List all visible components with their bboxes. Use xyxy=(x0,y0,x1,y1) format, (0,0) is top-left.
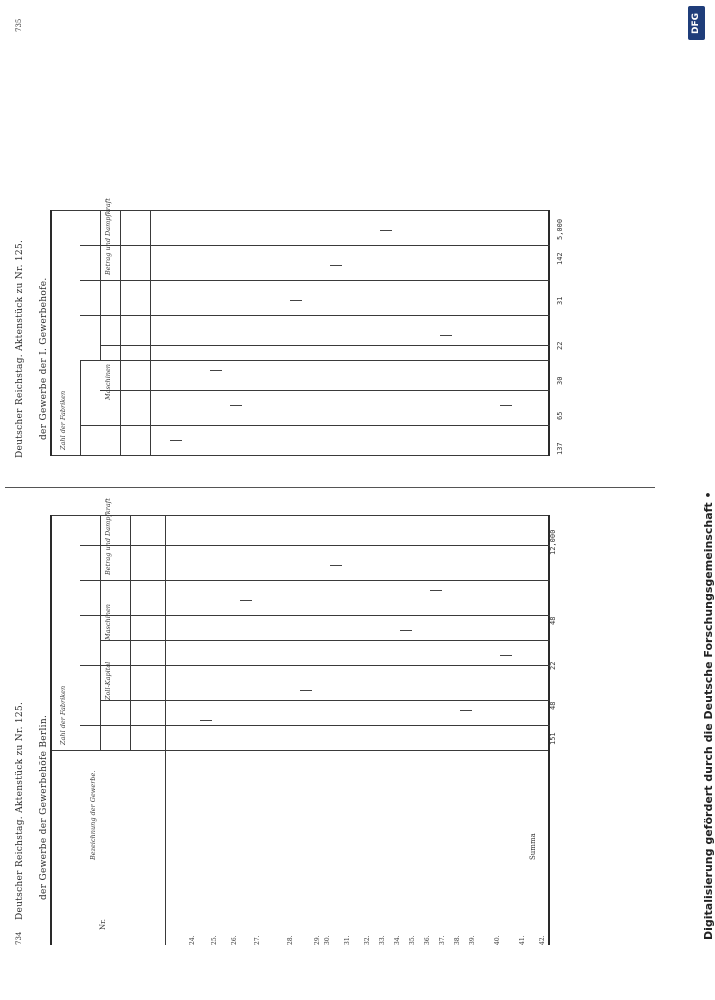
left-col-divider xyxy=(100,515,101,750)
left-total: 151 xyxy=(549,732,557,745)
row-number: 42. xyxy=(539,935,546,945)
row-number: 35. xyxy=(409,935,416,945)
left-table-left-border xyxy=(50,515,52,945)
right-table-right-border xyxy=(548,210,550,456)
left-col-nr: Nr. xyxy=(99,919,107,930)
empty-cell-mark xyxy=(330,565,342,566)
right-col-betrag: Betrag und Dampfkraft xyxy=(104,198,112,275)
empty-cell-mark xyxy=(430,590,442,591)
right-total: 137 xyxy=(556,442,564,455)
row-number: 33. xyxy=(379,935,386,945)
row-number: 25. xyxy=(211,935,218,945)
left-col-rule xyxy=(80,615,550,616)
right-total: 31 xyxy=(556,296,564,305)
right-col-divider xyxy=(80,360,81,455)
left-total: 22 xyxy=(549,661,557,670)
left-col-zahl: Zahl der Fabriken xyxy=(59,685,67,745)
empty-cell-mark xyxy=(440,335,452,336)
left-col-divider xyxy=(130,515,131,750)
funding-notice: Digitalisierung gefördert durch die Deutsche Forschungsgemeinschaft • xyxy=(702,491,715,940)
left-section-title: der Gewerbe der Gewerbehöfe Berlin. xyxy=(39,714,49,900)
row-number: 24. xyxy=(189,935,196,945)
right-col-rule xyxy=(100,390,550,391)
right-table-bottom-rule xyxy=(50,455,550,456)
left-total: 48 xyxy=(549,616,557,625)
row-number: 37. xyxy=(439,935,446,945)
left-col-zoll-kapital: Zoll-Kapital xyxy=(104,661,112,700)
empty-cell-mark xyxy=(210,370,222,371)
right-total: 65 xyxy=(556,411,564,420)
empty-cell-mark xyxy=(380,230,392,231)
row-number: 40. xyxy=(494,935,501,945)
empty-cell-mark xyxy=(300,690,312,691)
left-col-rule xyxy=(80,545,550,546)
row-number: 34. xyxy=(394,935,401,945)
left-page-number: 734 xyxy=(15,931,23,945)
left-col-maschinen: Maschinen xyxy=(104,604,112,640)
row-number: 27. xyxy=(254,935,261,945)
right-col-rule xyxy=(80,245,550,246)
empty-cell-mark xyxy=(460,710,472,711)
right-table-left-border xyxy=(50,210,52,456)
right-table-top-rule xyxy=(50,210,550,211)
left-table-top-rule xyxy=(50,515,550,516)
row-number: 41. xyxy=(519,935,526,945)
left-col-rule xyxy=(80,725,550,726)
right-col-divider xyxy=(120,210,121,455)
empty-cell-mark xyxy=(290,300,302,301)
left-table-mid-rule xyxy=(50,750,550,751)
row-number: 29. xyxy=(314,935,321,945)
right-total: 30 xyxy=(556,376,564,385)
right-col-rule xyxy=(80,425,550,426)
empty-cell-mark xyxy=(500,405,512,406)
row-number: 39. xyxy=(469,935,476,945)
left-col-rule xyxy=(80,580,550,581)
empty-cell-mark xyxy=(170,440,182,441)
left-summary-label: Summa xyxy=(529,833,537,860)
right-total: 142 xyxy=(556,252,564,265)
dfg-logo: DFG xyxy=(688,6,705,40)
row-number: 32. xyxy=(364,935,371,945)
left-col-rule xyxy=(80,665,550,666)
row-number: 30. xyxy=(324,935,331,945)
left-col-rule xyxy=(100,640,550,641)
empty-cell-mark xyxy=(500,655,512,656)
right-col-rule xyxy=(80,360,550,361)
page-fold xyxy=(5,487,655,488)
right-col-maschinen: Maschinen xyxy=(104,364,112,400)
left-total: 48 xyxy=(549,701,557,710)
row-number: 38. xyxy=(454,935,461,945)
empty-cell-mark xyxy=(400,630,412,631)
right-total: 22 xyxy=(556,341,564,350)
right-total: 5,000 xyxy=(556,218,564,240)
empty-cell-mark xyxy=(230,405,242,406)
right-col-rule xyxy=(80,315,550,316)
right-header-divider xyxy=(150,210,151,456)
empty-cell-mark xyxy=(330,265,342,266)
left-col-rule xyxy=(100,700,550,701)
right-col-divider xyxy=(100,210,101,360)
right-col-rule xyxy=(80,280,550,281)
empty-cell-mark xyxy=(200,720,212,721)
right-col-rule xyxy=(100,345,550,346)
row-number: 26. xyxy=(231,935,238,945)
row-number: 31. xyxy=(344,935,351,945)
row-number: 28. xyxy=(287,935,294,945)
empty-cell-mark xyxy=(240,600,252,601)
left-col-bezeichnung: Bezeichnung der Gewerbe. xyxy=(89,770,97,860)
row-number: 36. xyxy=(424,935,431,945)
right-section-title: der Gewerbe der I. Gewerbehofe. xyxy=(39,277,49,440)
left-total: 12,000 xyxy=(549,529,557,555)
right-running-head: Deutscher Reichstag. Aktenstück zu Nr. 125. xyxy=(15,239,25,458)
right-col-zahl: Zahl der Fabriken xyxy=(59,390,67,450)
left-running-head: Deutscher Reichstag. Aktenstück zu Nr. 125. xyxy=(15,701,25,920)
right-page-number: 735 xyxy=(15,18,23,32)
left-col-betrag: Betrag und Dampfkraft xyxy=(104,498,112,575)
